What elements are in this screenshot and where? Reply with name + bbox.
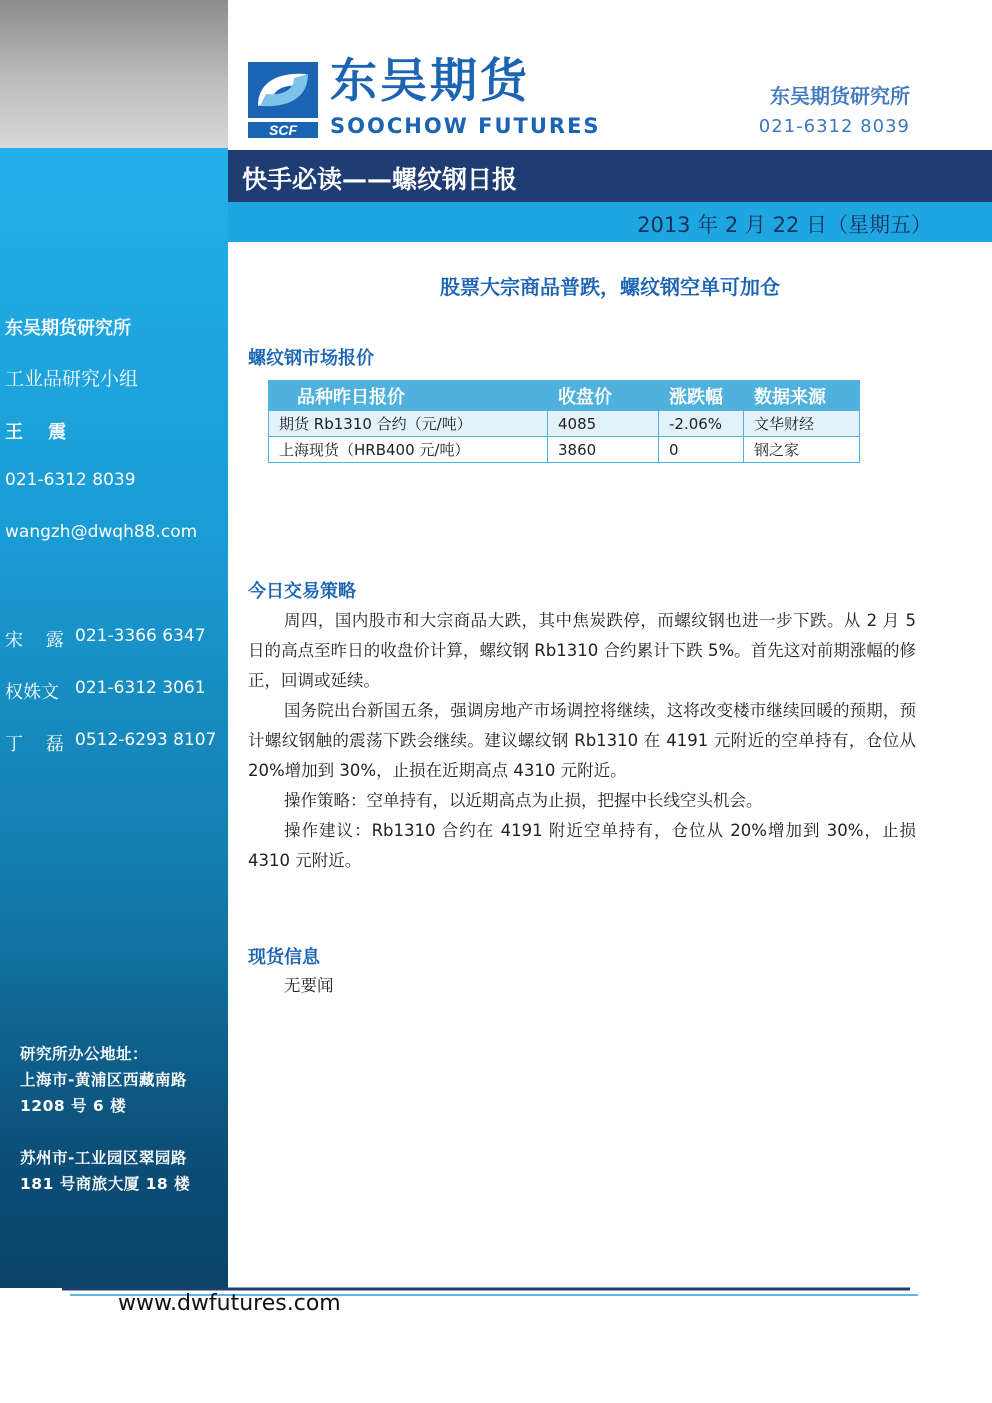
column-header: 品种昨日报价 bbox=[269, 381, 548, 411]
strategy-paragraph: 周四，国内股市和大宗商品大跌，其中焦炭跌停，而螺纹钢也进一步下跌。从 2 月 5 日的高点至昨日的收盘价计算，螺纹钢 Rb1310 合约累计下跌 5%。首先这对前期涨幅的修正，回调或延续。 bbox=[248, 611, 916, 690]
sidebar-institute: 东吴期货研究所 bbox=[5, 318, 131, 339]
table-header-row bbox=[269, 381, 860, 411]
table-cell: -2.06% bbox=[659, 411, 744, 437]
sidebar-gray-top bbox=[0, 0, 228, 148]
column-header: 收盘价 bbox=[548, 381, 659, 411]
report-date: 2013 年 2 月 22 日（星期五） bbox=[637, 213, 932, 237]
footer-website-link[interactable]: www.dwfutures.com bbox=[118, 1291, 341, 1316]
table-cell: 4085 bbox=[548, 411, 659, 437]
table-cell: 0 bbox=[659, 437, 744, 463]
table-cell: 期货 Rb1310 合约（元/吨） bbox=[269, 411, 548, 437]
sidebar-contact-name: 权姝文 bbox=[5, 682, 59, 703]
price-table bbox=[268, 380, 860, 463]
strategy-paragraph: 国务院出台新国五条，强调房地产市场调控将继续，这将改变楼市继续回暖的预期，预计螺纹钢触的震荡下跌会继续。建议螺纹钢 Rb1310 在 4191 元附近的空单持有，仓位从 20%增加到 30%，止损在近期高点 4310 元附近。 bbox=[248, 701, 916, 780]
table-row bbox=[269, 411, 860, 437]
report-title: 快手必读——螺纹钢日报 bbox=[242, 165, 518, 194]
spot-body bbox=[248, 971, 916, 1001]
sidebar-analyst-name: 王 震 bbox=[5, 422, 67, 443]
scf-logo-icon bbox=[248, 62, 318, 138]
strategy-paragraph: 操作策略：空单持有，以近期高点为止损，把握中长线空头机会。 bbox=[284, 791, 763, 810]
table-cell: 文华财经 bbox=[744, 411, 860, 437]
column-header: 数据来源 bbox=[744, 381, 860, 411]
logo-chinese-name: 东吴期货 bbox=[330, 54, 530, 109]
sidebar-contact-name: 丁 磊 bbox=[5, 734, 64, 755]
report-title-band bbox=[228, 150, 992, 202]
sidebar-contact-phone: 021-6312 3061 bbox=[75, 678, 206, 698]
strategy-paragraph: 操作建议：Rb1310 合约在 4191 附近空单持有，仓位从 20%增加到 30%，止损 4310 元附近。 bbox=[248, 821, 916, 870]
spot-text: 无要闻 bbox=[284, 976, 334, 995]
header-institute-name: 东吴期货研究所 bbox=[770, 84, 910, 108]
sidebar-analyst-email[interactable]: wangzh@dwqh88.com bbox=[5, 522, 198, 542]
sidebar-contact-phone: 021-3366 6347 bbox=[75, 626, 206, 646]
sidebar-group: 工业品研究小组 bbox=[5, 368, 139, 390]
table-row bbox=[269, 437, 860, 463]
date-band bbox=[228, 202, 992, 242]
section-title-strategy: 今日交易策略 bbox=[248, 581, 356, 602]
table-cell: 上海现货（HRB400 元/吨） bbox=[269, 437, 548, 463]
header-institute-phone: 021-6312 8039 bbox=[758, 116, 910, 137]
address-shanghai-line1: 上海市-黄浦区西藏南路 bbox=[20, 1071, 187, 1089]
address-title: 研究所办公地址： bbox=[20, 1045, 149, 1063]
logo-english-name: SOOCHOW FUTURES bbox=[330, 114, 601, 138]
sidebar-contact-name: 宋 露 bbox=[5, 630, 64, 651]
section-title-spot: 现货信息 bbox=[248, 947, 320, 968]
strategy-body bbox=[248, 606, 916, 876]
address-suzhou-line2: 181 号商旅大厦 18 楼 bbox=[20, 1175, 191, 1193]
sidebar-contact-phone: 0512-6293 8107 bbox=[75, 730, 217, 750]
report-headline: 股票大宗商品普跌，螺纹钢空单可加仓 bbox=[440, 275, 780, 299]
table-cell: 3860 bbox=[548, 437, 659, 463]
table-cell: 钢之家 bbox=[744, 437, 860, 463]
address-suzhou-line1: 苏州市-工业园区翠园路 bbox=[20, 1149, 187, 1167]
sidebar-address bbox=[20, 1041, 190, 1197]
svg-text:SCF: SCF bbox=[269, 122, 297, 138]
column-header: 涨跌幅 bbox=[659, 381, 744, 411]
section-title-market: 螺纹钢市场报价 bbox=[248, 348, 374, 369]
sidebar-analyst-phone: 021-6312 8039 bbox=[5, 470, 136, 490]
address-shanghai-line2: 1208 号 6 楼 bbox=[20, 1097, 127, 1115]
